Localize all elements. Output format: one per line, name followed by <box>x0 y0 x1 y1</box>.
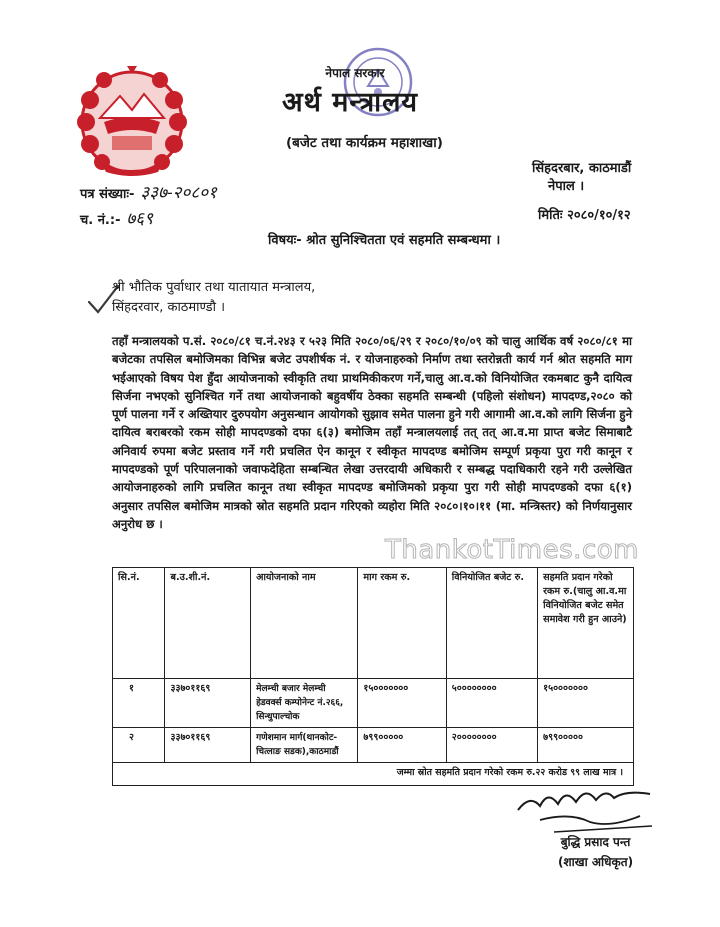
cell-requested-amount: १५००००००० <box>358 679 446 728</box>
dispatch-number <box>80 206 153 229</box>
table-row <box>113 679 634 728</box>
watermark-text: ThankotTimes.com <box>385 535 639 565</box>
header-project-name: आयोजनाको नाम <box>251 568 358 679</box>
recipient-name: श्री भौतिक पुर्वाधार तथा यातायात मन्त्रालय, <box>112 280 316 295</box>
cell-project-name: गणेशमान मार्ग(थानकोट-चित्लाङ सडक),काठमाडौं <box>251 728 358 763</box>
header-requested-amount: माग रकम रु. <box>358 568 446 679</box>
letter-number-value: ३३७-२०८०१ <box>140 183 217 203</box>
cell-allocated-budget: २०००००००० <box>446 728 537 763</box>
signatory-name: बुद्धि प्रसाद पन्त <box>560 835 631 849</box>
table-row <box>113 728 634 763</box>
letter-number <box>80 180 217 203</box>
nepal-emblem-icon <box>72 60 192 182</box>
dispatch-number-label: च. नं.:- <box>80 213 121 228</box>
subject-line: विषयः- श्रोत सुनिश्चितता एवं सहमति सम्बन्धमा । <box>268 233 501 248</box>
cell-allocated-budget: ५०००००००० <box>446 679 537 728</box>
dispatch-number-value: ७६९ <box>126 209 153 229</box>
cell-approved-amount: १५००००००० <box>538 679 634 728</box>
country-text: नेपाल । <box>548 179 585 194</box>
cell-approved-amount: ७९९००००० <box>538 728 634 763</box>
header-approved-amount: सहमति प्रदान गरेको रकम रु.(चालु आ.व.मा विनियोजित बजेट समेत समावेश गरी हुन आउने) <box>538 568 634 679</box>
location-text: सिंहदरबार, काठमाडौं <box>532 161 632 176</box>
cell-serial: १ <box>113 679 165 728</box>
header-allocated-budget: विनियोजित बजेट रु. <box>446 568 537 679</box>
office-address <box>532 160 631 196</box>
government-label: नेपाल सरकार <box>325 66 385 80</box>
ministry-title: अर्थ मन्त्रालय <box>282 87 419 118</box>
letter-number-label: पत्र संख्याः- <box>80 187 135 202</box>
cell-serial: २ <box>113 728 165 763</box>
recipient-block <box>112 278 315 318</box>
cell-project-name: मेलम्ची बजार मेलम्ची हेडवर्क्स कम्पोनेन्ट नं.२६६, सिन्धुपाल्चोक <box>251 679 358 728</box>
letter-body: तहाँ मन्त्रालयको प.सं. २०८०/८१ च.नं.२४३ र ५२३ मिति २०८०/०६/२९ र २०८०/१०/०९ को चालु आर्थिक वर्ष २०८०/८१ मा बजेटका तपसिल बमोजिमका विभिन्न बजेट उपशीर्षक नं. र योजनाहरुको निर्माण तथा स्तरोन्नती कार्य गर्न श्रोत सहमति माग भईआएको विषय पेश हुँदा आयोजनाको स्वीकृति तथा प्राथमिकीकरण गर्ने,चालु आ.व.को विनियोजित रकमबाट कुनै दायित्व सिर्जना नभएको सुनिश्चित गर्ने तथा आयोजनाको बहुवर्षीय ठेक्का सहमति सम्बन्धी (पहिलो संशोधन) मापदण्ड,२०८० को पूर्ण पालना गर्ने र अख्तियार दुरुपयोग अनुसन्धान आयोगको सुझाव समेत पालना हुने गरी आगामी आ.व.को लागि सिर्जना हुने दायित्व बराबरको रकम सोही मापदण्डको दफा ६(३) बमोजिम तहाँ मन्त्रालयलाई तत् तत् आ.व.मा प्राप्त बजेट सिमाबाटै अनिवार्य रुपमा बजेट प्रस्ताव गर्ने गरी प्रचलित ऐन कानून र स्वीकृत मापदण्ड बमोजिम सम्पूर्ण प्रकृया पुरा गरी कानून र मापदण्डको पूर्ण परिपालनाको जवाफदेहिता सम्बन्धित लेखा उत्तरदायी अधिकारी र सम्बद्ध पदाधिकारी रहने गरी उल्लेखित आयोजनाहरुको लागि प्रचलित कानून तथा स्वीकृत मापदण्ड बमोजिमको प्रकृया पुरा गरी सोही मापदण्डको दफा ६(१) अनुसार तपसिल बमोजिम मात्रको स्रोत सहमति प्रदान गरिएको व्यहोरा मिति २०८०।१०।११ (मा. मन्त्रिस्तर) को निर्णयानुसार अनुरोध छ । <box>112 334 632 531</box>
header-serial: सि.नं. <box>113 568 165 679</box>
budget-table <box>112 567 634 786</box>
header-budget-code: ब.उ.शी.नं. <box>165 568 251 679</box>
table-header-row <box>113 568 634 679</box>
signatory-block <box>558 832 633 872</box>
signatory-title: (शाखा अधिकृत) <box>558 855 634 869</box>
recipient-address: सिंहदरवार, काठमाण्डौ । <box>112 300 226 315</box>
cell-requested-amount: ७९९००००० <box>358 728 446 763</box>
cell-budget-code: ३३७०११६९ <box>165 679 251 728</box>
division-label: (बजेट तथा कार्यक्रम महाशाखा) <box>286 135 443 151</box>
total-amount-text: जम्मा स्रोत सहमति प्रदान गरेको रकम रु.२२ करोड ९९ लाख मात्र । <box>113 763 634 786</box>
cell-budget-code: ३३७०११६९ <box>165 728 251 763</box>
letter-date: मितिः २०८०/१०/१२ <box>538 208 631 223</box>
handwritten-signature-icon <box>510 780 660 840</box>
